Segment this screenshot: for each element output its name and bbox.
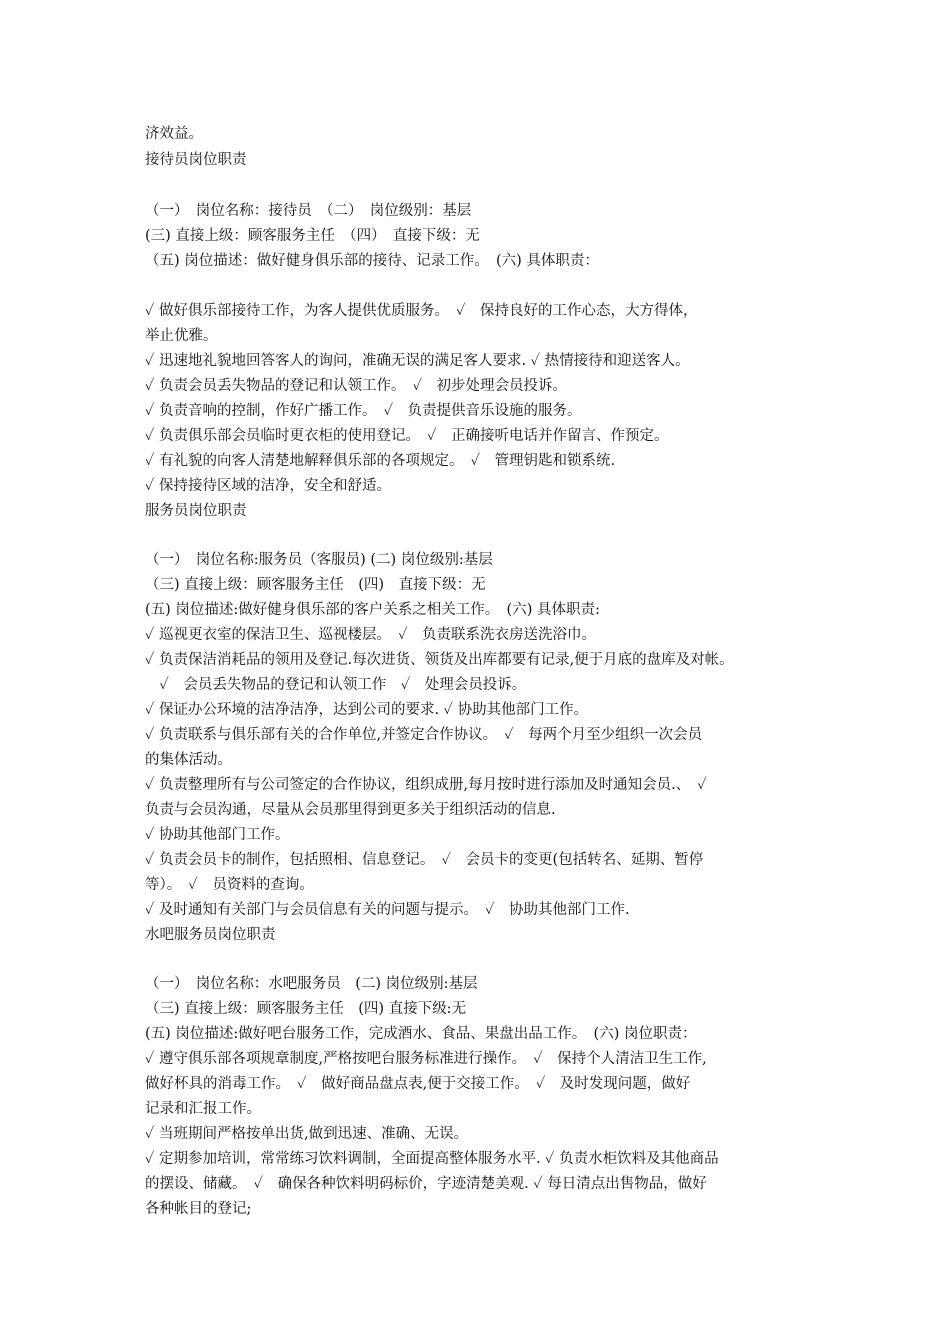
text-line: ✓ 负责会员丢失物品的登记和认领工作。 ✓ 初步处理会员投诉。 (145, 378, 568, 394)
text-line: ✓ 负责保洁消耗品的领用及登记.每次进货、领货及出库都要有记录,便于月底的盘库及对帐。 (145, 652, 734, 668)
text-line: 举止优雅。 (145, 328, 218, 344)
text-line: (三) 直接上级：顾客服务主任 （四） 直接下级：无 (145, 228, 480, 244)
text-line: ✓ 巡视更衣室的保洁卫生、巡视楼层。 ✓ 负责联系洗衣房送洗浴巾。 (145, 627, 597, 643)
text-line: ✓ 有礼貌的向客人清楚地解释俱乐部的各项规定。 ✓ 管理钥匙和锁系统. (145, 453, 616, 469)
text-line: 负责与会员沟通，尽量从会员那里得到更多关于组织活动的信息. (145, 802, 556, 818)
text-line: 记录和汇报工作。 (145, 1101, 261, 1117)
text-line: ✓ 遵守俱乐部各项规章制度,严格按吧台服务标准进行操作。 ✓ 保持个人清洁卫生工作, (145, 1051, 707, 1067)
text-line: （一） 岗位名称：水吧服务员 (二) 岗位级别:基层 (145, 976, 478, 992)
text-line: ✓ 负责音响的控制，作好广播工作。 ✓ 负责提供音乐设施的服务。 (145, 403, 582, 419)
text-line: (五) 岗位描述:做好吧台服务工作，完成酒水、食品、果盘出品工作。 (六) 岗位职责： (145, 1026, 697, 1042)
text-line: ✓ 负责联系与俱乐部有关的合作单位,并签定合作协议。 ✓ 每两个月至少组织一次会员 (145, 727, 703, 743)
text-line: ✓ 负责俱乐部会员临时更衣柜的使用登记。 ✓ 正确接听电话并作留言、作预定。 (145, 428, 669, 444)
text-line: ✓ 负责会员卡的制作，包括照相、信息登记。 ✓ 会员卡的变更(包括转名、延期、暂停 (145, 852, 704, 868)
text-line: （五) 岗位描述：做好健身俱乐部的接待、记录工作。 (六) 具体职责： (145, 253, 599, 269)
text-line: ✓ 及时通知有关部门与会员信息有关的问题与提示。 ✓ 协助其他部门工作. (145, 902, 630, 918)
text-line: ✓ 保持接待区域的洁净，安全和舒适。 (145, 478, 391, 494)
text-line: ✓ 当班期间严格按单出货,做到迅速、准确、无误。 (145, 1126, 469, 1142)
section-heading: 服务员岗位职责 (145, 503, 247, 519)
text-line: (五) 岗位描述:做好健身俱乐部的客户关系之相关工作。 (六) 具体职责: (145, 602, 600, 618)
text-line: ✓ 协助其他部门工作。 (145, 827, 290, 843)
text-line: 做好杯具的消毒工作。 ✓ 做好商品盘点表,便于交接工作。 ✓ 及时发现问题，做好 (145, 1076, 691, 1092)
text-line: （一） 岗位名称：接待员 （二） 岗位级别：基层 (145, 203, 472, 219)
text-line: 等）。 ✓ 员资料的查询。 (145, 877, 314, 893)
text-line: （三) 直接上级：顾客服务主任 (四) 直接下级:无 (145, 1001, 467, 1017)
text-line: ✓ 会员丢失物品的登记和认领工作 ✓ 处理会员投诉。 (145, 677, 527, 693)
text-line: （三) 直接上级：顾客服务主任 (四) 直接下级：无 (145, 577, 486, 593)
text-line: ✓ 负责整理所有与公司签定的合作协议，组织成册,每月按时进行添加及时通知会员.、 ✓ (145, 777, 707, 793)
text-line: ✓ 保证办公环境的洁净洁净，达到公司的要求. ✓ 协助其他部门工作。 (145, 702, 589, 718)
section-heading: 水吧服务员岗位职责 (145, 927, 276, 943)
text-line: ✓ 迅速地礼貌地回答客人的询问，准确无误的满足客人要求. ✓ 热情接待和迎送客人。 (145, 353, 690, 369)
text-line: 济效益。 (145, 126, 203, 142)
text-line: （一） 岗位名称:服务员（客服员) (二) 岗位级别:基层 (145, 552, 493, 568)
text-line: 的摆设、储藏。 ✓ 确保各种饮料明码标价，字迹清楚美观. ✓ 每日清点出售物品，做好 (145, 1176, 707, 1192)
text-line: 的集体活动。 (145, 752, 232, 768)
text-line: ✓ 定期参加培训，常常练习饮料调制，全面提高整体服务水平. ✓ 负责水柜饮料及其他商品 (145, 1151, 719, 1167)
text-line: 各种帐目的登记; (145, 1201, 252, 1217)
section-heading: 接待员岗位职责 (145, 152, 247, 168)
text-line: ✓ 做好俱乐部接待工作，为客人提供优质服务。 ✓ 保持良好的工作心态，大方得体， (145, 303, 698, 319)
